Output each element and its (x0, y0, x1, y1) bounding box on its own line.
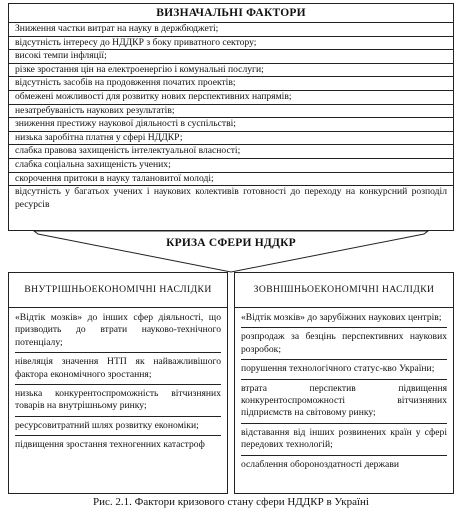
factor-item: скорочення притоки в науку талановитої молоді; (9, 172, 453, 186)
consequence-item: низька конкурентоспроможність вітчизняних товарів на внутрішньому ринку; (15, 388, 221, 417)
external-consequences-box (234, 272, 454, 494)
external-consequences-title: ЗОВНІШНЬОЕКОНОМІЧНІ НАСЛІДКИ (235, 273, 453, 308)
determining-factors-title: ВИЗНАЧАЛЬНІ ФАКТОРИ (156, 7, 306, 19)
factor-item: Зниження частки витрат на науку в держбюджеті; (9, 22, 453, 36)
factor-item: відсутність у багатьох учених і наукових колективів готовності до переходу на конкурсний розподіл ресурсів (9, 185, 453, 211)
consequence-item: порушення технологічного статус-кво України; (241, 363, 447, 379)
internal-consequences-box (8, 272, 228, 494)
consequence-item: ослаблення обороноздатності держави (241, 458, 399, 470)
internal-consequences-title: ВНУТРІШНЬОЕКОНОМІЧНІ НАСЛІДКИ (9, 273, 227, 308)
factor-item: високі темпи інфляції; (9, 49, 453, 63)
factor-item: зниження престижу наукової діяльності в суспільстві; (9, 117, 453, 131)
factor-item: низька заробітна платня у сфері НДДКР; (9, 131, 453, 145)
consequence-item: «Відтік мозків» до зарубіжних наукових центрів; (241, 312, 447, 328)
figure-caption: Рис. 2.1. Фактори кризового стану сфери НДДКР в Україні (93, 496, 369, 508)
crisis-arrow (0, 228, 462, 276)
consequence-item: розпродаж за безцінь перспективних наукових розробок; (241, 331, 447, 360)
external-consequences-list (235, 308, 453, 474)
consequence-item: ресурсовитратний шлях розвитку економіки; (15, 420, 221, 436)
factor-item: слабка правова захищеність інтелектуальної власності; (9, 144, 453, 158)
internal-consequences-list (9, 308, 227, 455)
consequence-item: нівеляція значення НТП як найважливішого фактора економічного зростання; (15, 356, 221, 385)
factor-item: слабка соціальна захищеність учених; (9, 158, 453, 172)
factor-item: незатребуваність наукових результатів; (9, 104, 453, 118)
consequence-item: «Відтік мозків» до інших сфер діяльності, що призводить до втрати науково-технічного потенціалу; (15, 312, 221, 353)
determining-factors-box (8, 3, 454, 231)
consequence-item: відставання від інших розвинених країн у сфері передових технологій; (241, 427, 447, 456)
consequence-item: втрата перспектив підвищення конкурентоспроможності вітчизняних підприємств на світовому ринку; (241, 383, 447, 424)
factor-item: відсутність засобів на продовження початих проектів; (9, 76, 453, 90)
crisis-label: КРИЗА СФЕРИ НДДКР (166, 237, 296, 249)
factor-item: відсутність інтересу до НДДКР з боку приватного сектору; (9, 36, 453, 50)
consequence-item: підвищення зростання техногенних катастроф (15, 439, 205, 451)
factor-item: обмежені можливості для розвитку нових перспективних напрямів; (9, 90, 453, 104)
determining-factors-list (9, 22, 453, 211)
factor-item: різке зростання цін на електроенергію і комунальні послуги; (9, 63, 453, 77)
